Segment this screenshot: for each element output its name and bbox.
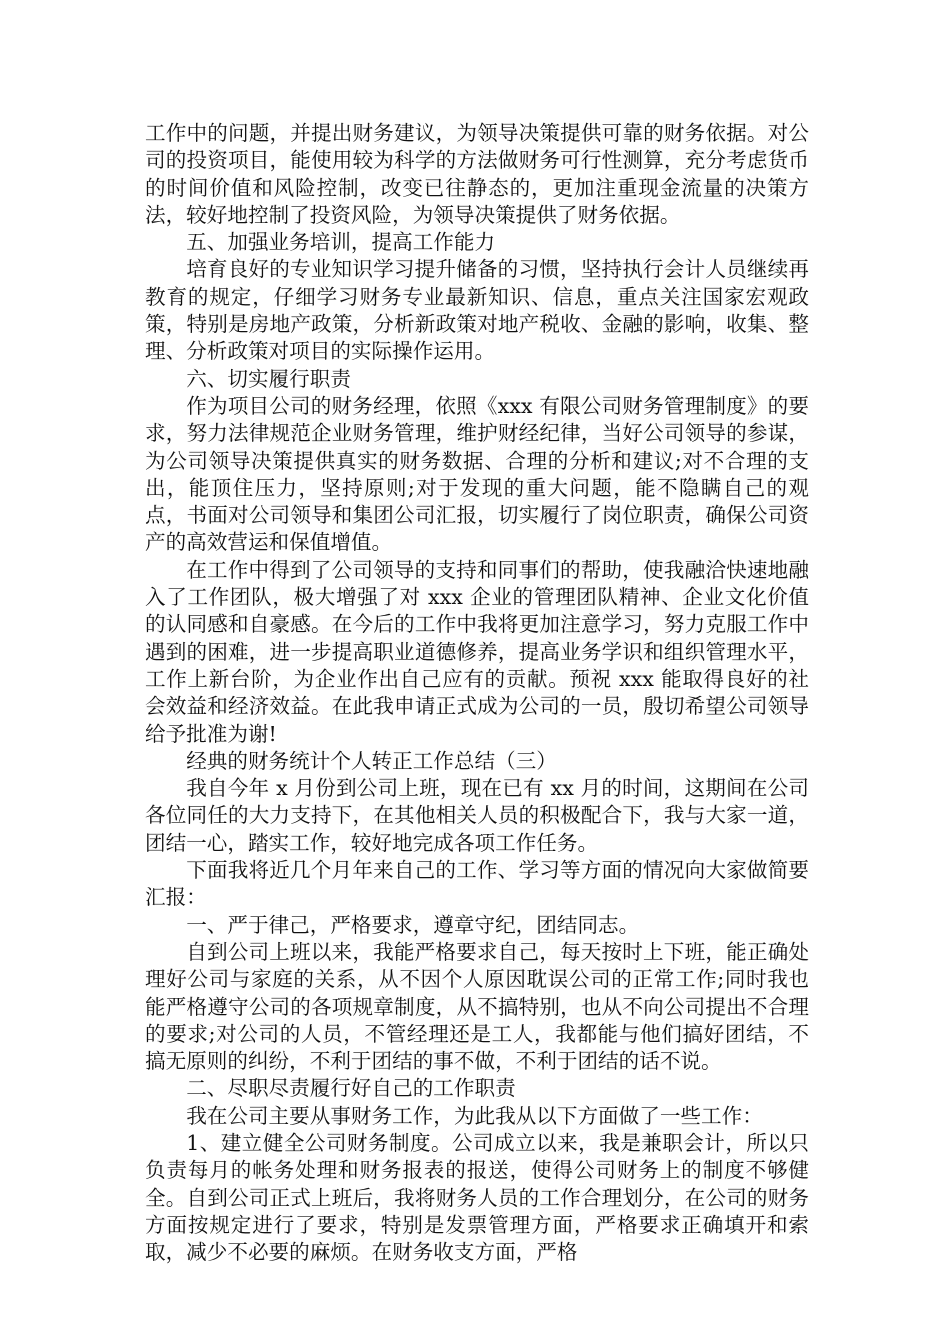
heading-section-five: 五、加强业务培训，提高工作能力 xyxy=(186,230,496,255)
paragraph-duties: 作为项目公司的财务经理，依照《xxx 有限公司财务管理制度》的要求，努力法律规范企业财务管理，维护财经纪律，当好公司领导的参谋，为公司领导决策提供真实的财务数据、合理的分析和建议;对不合理的支出，能顶住压力，坚持原则;对于发现的重大问题，能不隐瞒自己的观点，书面对公司领导和集团公司汇报，切实履行了岗位职责，确保公司资产的高效营运和保值增值。 xyxy=(145,393,809,555)
paragraph-conclusion: 在工作中得到了公司领导的支持和同事们的帮助，使我融洽快速地融入了工作团队，极大增强了对 xxx 企业的管理团队精神、企业文化价值的认同感和自豪感。在今后的工作中我将更加注意学习，努力克服工作中遇到的困难，进一步提高职业道德修养，提高业务学识和组织管理水平，工作上新台阶，为企业作出自己应有的贡献。预祝 xxx 能取得良好的社会效益和经济效益。在此我申请正式成为公司的一员，殷切希望公司领导给予批准为谢! xyxy=(145,557,809,746)
heading-section-six: 六、切实履行职责 xyxy=(186,366,351,391)
paragraph-responsibilities-lead: 我在公司主要从事财务工作，为此我从以下方面做了一些工作： xyxy=(186,1103,763,1128)
heading-discipline: 一、严于律己，严格要求，遵章守纪，团结同志。 xyxy=(186,912,640,937)
heading-summary-three: 经典的财务统计个人转正工作总结（三） xyxy=(186,748,557,773)
paragraph-intro: 我自今年 x 月份到公司上班，现在已有 xx 月的时间，这期间在公司各位同任的大力支持下，在其他相关人员的积极配合下，我与大家一道，团结一心，踏实工作，较好地完成各项工作任务。 xyxy=(145,776,809,855)
paragraph-discipline: 自到公司上班以来，我能严格要求自己，每天按时上下班，能正确处理好公司与家庭的关系，从不因个人原因耽误公司的正常工作;同时我也能严格遵守公司的各项规章制度，从不搞特别，也从不向公司提出不合理的要求;对公司的人员，不管经理还是工人，我都能与他们搞好团结，不搞无原则的纠纷，不利于团结的事不做，不利于团结的话不说。 xyxy=(145,939,809,1074)
paragraph-continued-financial-advice: 工作中的问题，并提出财务建议，为领导决策提供可靠的财务依据。对公司的投资项目，能使用较为科学的方法做财务可行性测算，充分考虑货币的时间价值和风险控制，改变已往静态的，更加注重现金流量的决策方法，较好地控制了投资风险，为领导决策提供了财务依据。 xyxy=(145,121,809,227)
paragraph-report-lead: 下面我将近几个月年来自己的工作、学习等方面的情况向大家做简要汇报： xyxy=(145,858,809,910)
paragraph-finance-system: 1、建立健全公司财务制度。公司成立以来，我是兼职会计，所以只负责每月的帐务处理和财务报表的报送，使得公司财务上的制度不够健全。自到公司正式上班后，我将财务人员的工作合理划分，在公司的财务方面按规定进行了要求，特别是发票管理方面，严格要求正确填开和索取，减少不必要的麻烦。在财务收支方面，严格 xyxy=(145,1130,809,1265)
document-page xyxy=(145,120,809,1266)
heading-responsibilities: 二、尽职尽责履行好自己的工作职责 xyxy=(186,1076,516,1101)
paragraph-training: 培育良好的专业知识学习提升储备的习惯，坚持执行会计人员继续再教育的规定，仔细学习财务专业最新知识、信息，重点关注国家宏观政策，特别是房地产政策，分析新政策对地产税收、金融的影响，收集、整理、分析政策对项目的实际操作运用。 xyxy=(145,257,809,364)
